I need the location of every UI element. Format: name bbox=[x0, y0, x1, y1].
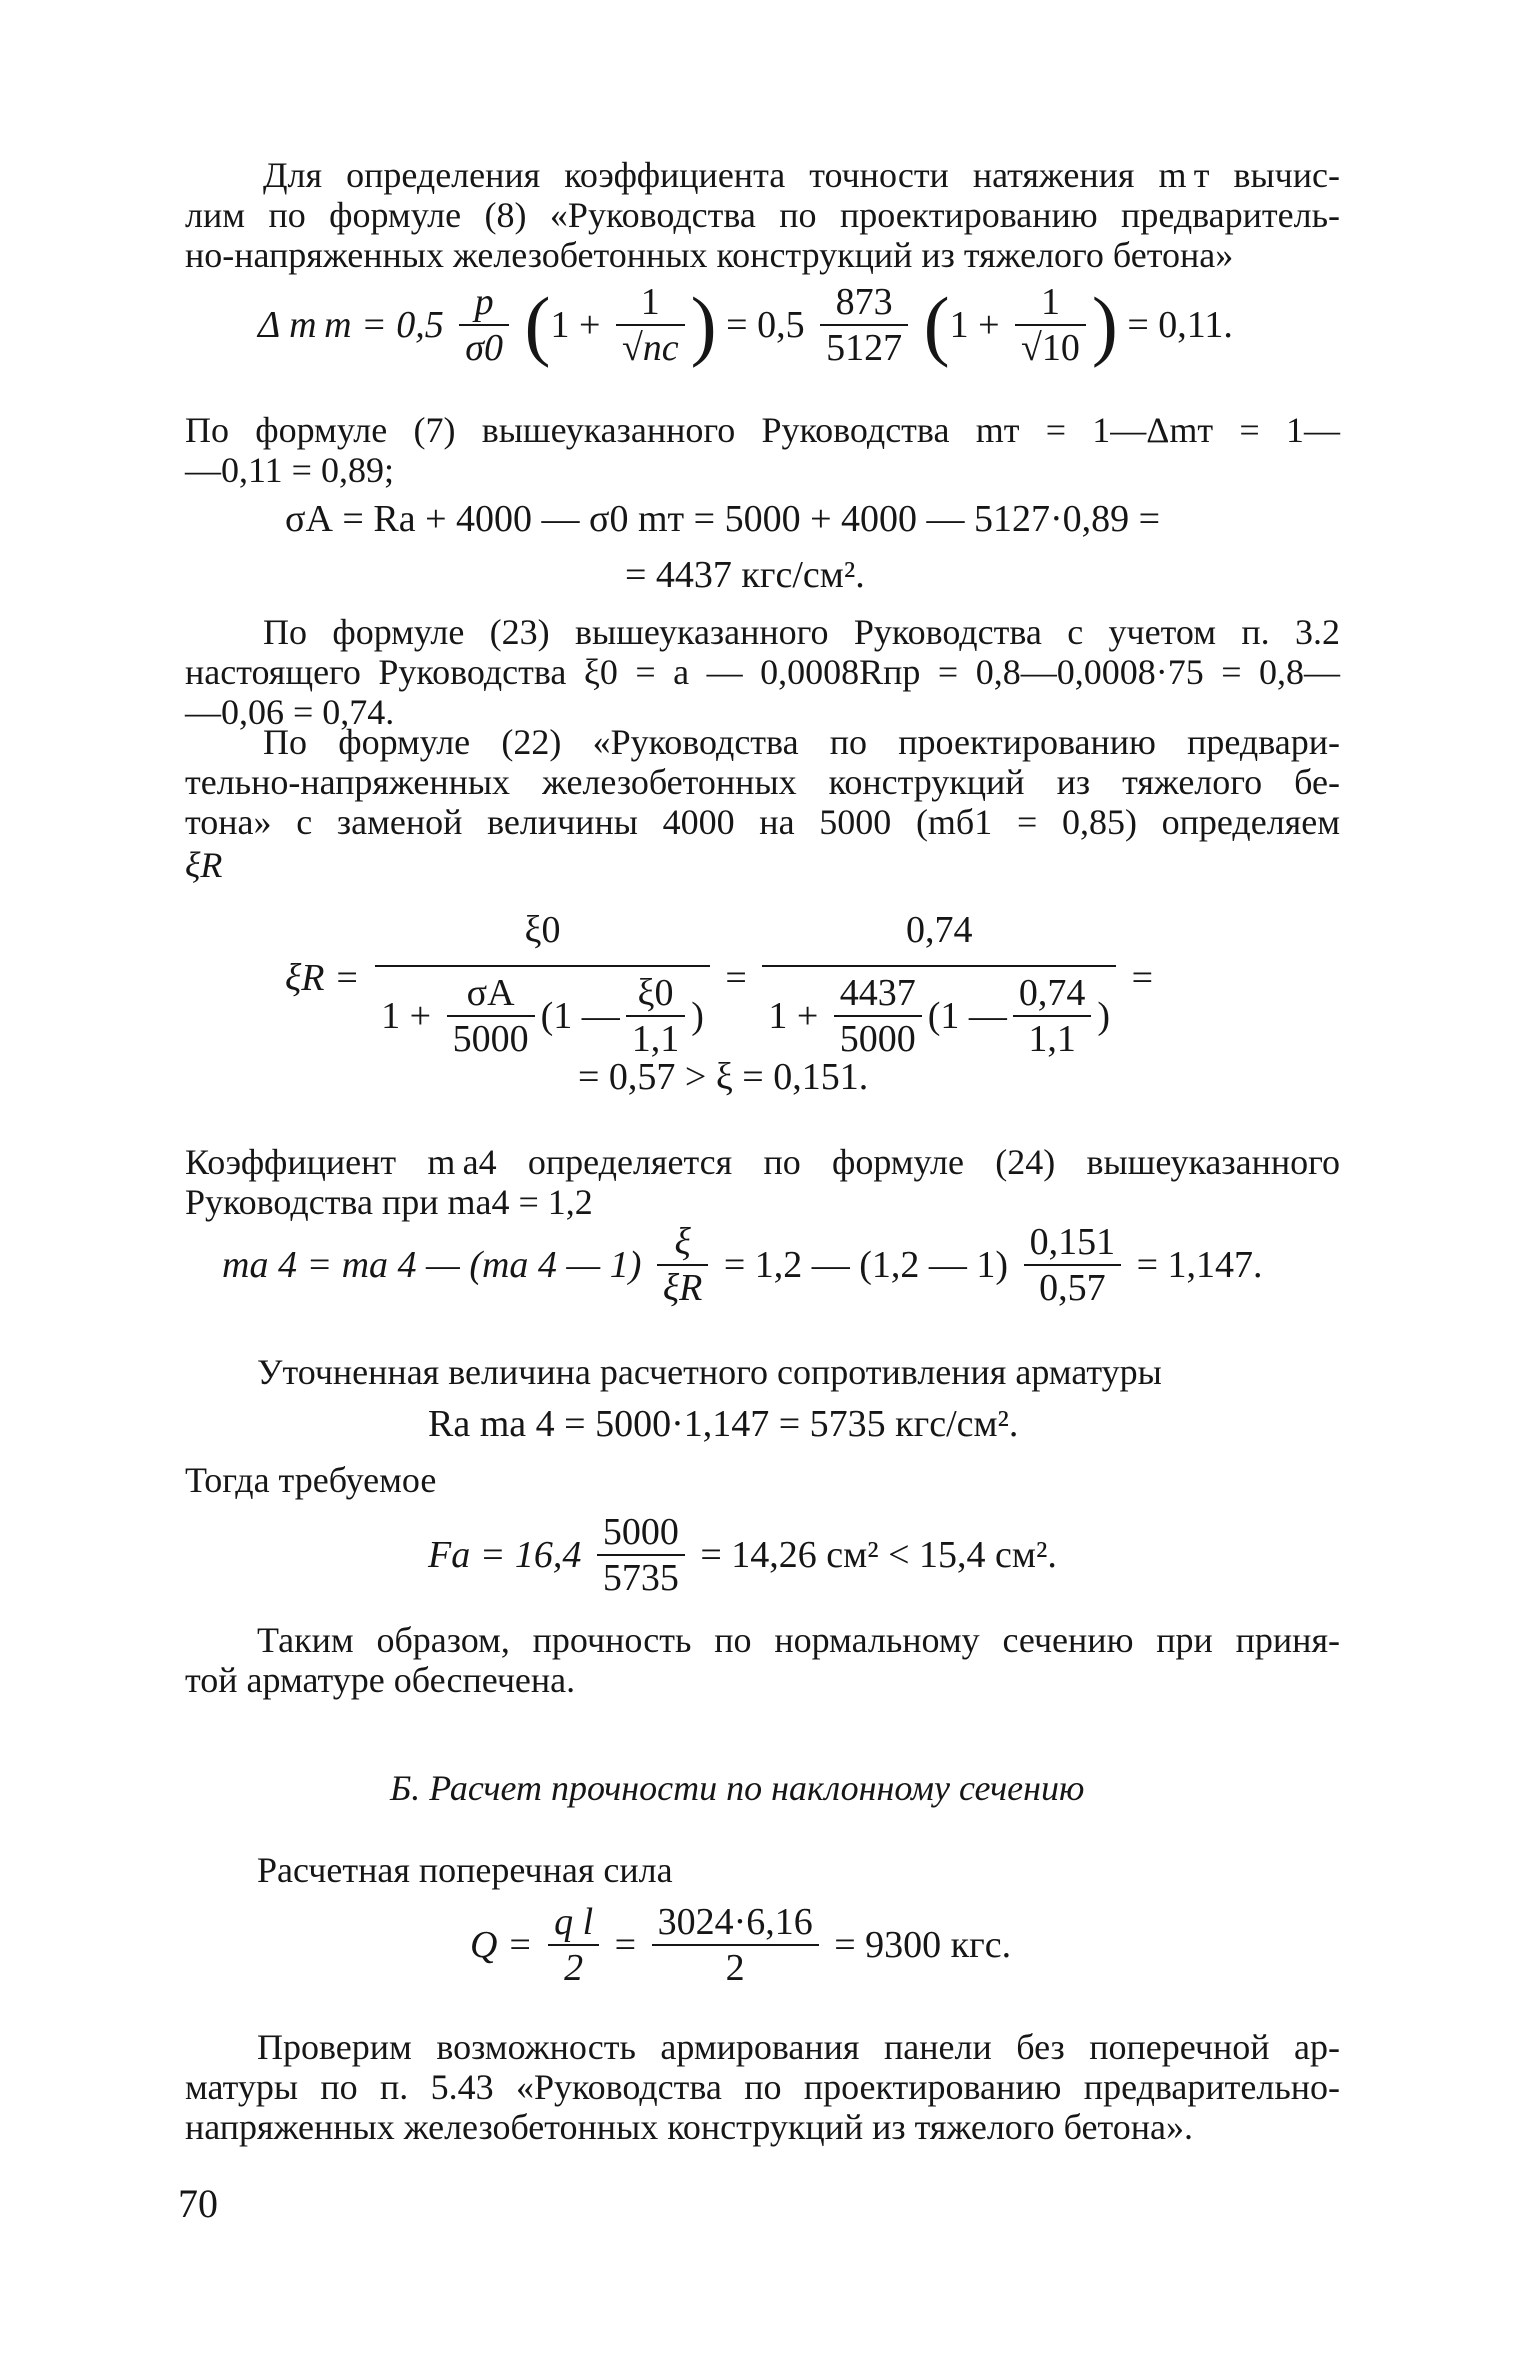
paragraph-line: матуры по п. 5.43 «Руководства по проектированию предварительно- bbox=[185, 2067, 1340, 2107]
paragraph-line: Таким образом, прочность по нормальному сечению при приня- bbox=[257, 1620, 1340, 1660]
equation-xi-r-result: = 0,57 > ξ = 0,151. bbox=[578, 1056, 869, 1098]
paragraph-line: ξR bbox=[185, 845, 223, 885]
paragraph-line: тона» с заменой величины 4000 на 5000 (mб1 = 0,85) определяем bbox=[185, 802, 1340, 842]
paragraph-line: лим по формуле (8) «Руководства по проектированию предваритель- bbox=[185, 195, 1340, 235]
equation-ma4: mа 4 = mа 4 — (mа 4 — 1) $\frac{\xi}{\xi R}$ = 1,2 — (1,2 — 1) $\frac{0,151}{0,57}$ = 1,147. bbox=[222, 1221, 1263, 1309]
equation-sigma-a-result: = 4437 кгс/см². bbox=[625, 554, 865, 596]
paragraph-line: Уточненная величина расчетного сопротивления арматуры bbox=[257, 1352, 1162, 1392]
paragraph-line: Для определения коэффициента точности натяжения m т вычис- bbox=[263, 155, 1340, 195]
paragraph-line: Расчетная поперечная сила bbox=[257, 1850, 673, 1890]
paragraph-line: Руководства при mа4 = 1,2 bbox=[185, 1182, 593, 1222]
paragraph-line: напряженных железобетонных конструкций из тяжелого бетона». bbox=[185, 2107, 1193, 2147]
paragraph-line: Тогда требуемое bbox=[185, 1460, 437, 1500]
paragraph-line: но-напряженных железобетонных конструкций из тяжелого бетона» bbox=[185, 235, 1234, 275]
equation-sigma-a: σА = Rа + 4000 — σ0 mт = 5000 + 4000 — 5127·0,89 = bbox=[285, 498, 1161, 540]
paragraph-line: Коэффициент m а4 определяется по формуле (24) вышеуказанного bbox=[185, 1142, 1340, 1182]
page-number: 70 bbox=[178, 2181, 218, 2226]
equation-xi-r: ξR = ξ0 1 + $\frac{\sigma А}{5000}$ (1 — $\frac{\xi 0}{1,1}$ ) = 0,74 1 + $\frac{4437}{5000}$ (1 — $\frac{0,74}{1,1}$ ) = bbox=[285, 909, 1154, 1060]
paragraph-line: Проверим возможность армирования панели без поперечной ар- bbox=[257, 2027, 1340, 2067]
paragraph-line: По формуле (22) «Руководства по проектированию предвари- bbox=[263, 722, 1340, 762]
equation-fa: Fа = 16,4 $\frac{5000}{5735}$ = 14,26 см² < 15,4 см². bbox=[428, 1511, 1057, 1599]
section-heading: Б. Расчет прочности по наклонному сечению bbox=[390, 1768, 1085, 1808]
paragraph-line: тельно-напряженных железобетонных конструкций из тяжелого бе- bbox=[185, 762, 1340, 802]
equation-ra-ma4: Rа mа 4 = 5000·1,147 = 5735 кгс/см². bbox=[428, 1403, 1019, 1445]
equation-delta-mt: Δ m т = 0,5 $\frac{p}{\sigma 0}$ (1 + $\frac{1}{√nс}$ ) = 0,5 $\frac{873}{5127}$ (1 + $\frac{1}{√10}$ ) = 0,11. bbox=[258, 281, 1233, 369]
paragraph-line: настоящего Руководства ξ0 = a — 0,0008Rпр = 0,8—0,0008·75 = 0,8— bbox=[185, 652, 1340, 692]
paragraph-line: той арматуре обеспечена. bbox=[185, 1660, 576, 1700]
paragraph-line: По формуле (23) вышеуказанного Руководства с учетом п. 3.2 bbox=[263, 612, 1340, 652]
paragraph-line: —0,11 = 0,89; bbox=[185, 450, 394, 490]
paragraph-line: По формуле (7) вышеуказанного Руководства mт = 1—Δmт = 1— bbox=[185, 410, 1340, 450]
equation-q: Q = $\frac{\text{q l}}{2}$ = $\frac{3024\cdot 6,16}{2}$ = 9300 кгс. bbox=[470, 1901, 1012, 1989]
paragraph-line: —0,06 = 0,74. bbox=[185, 692, 395, 732]
